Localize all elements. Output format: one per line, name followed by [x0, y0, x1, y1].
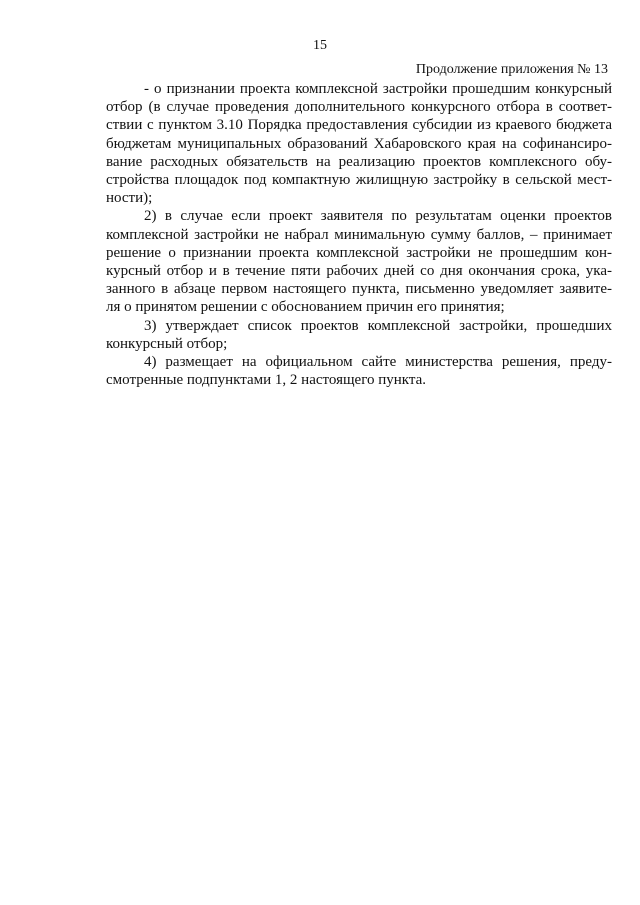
text-line: 4) размещает на официальном сайте министерства решения, преду-: [144, 354, 612, 371]
text-line: 3) утверждает список проектов комплексной застройки, прошедших: [144, 317, 612, 334]
text-line: - о признании проекта комплексной застройки прошедшим конкурсный: [144, 81, 612, 97]
text-line: решение о признании проекта комплексной застройки не прошедшим кон-: [106, 244, 612, 261]
text-line: смотренные подпунктами 1, 2 настоящего пункта.: [106, 372, 427, 389]
text-line: 2) в случае если проект заявителя по результатам оценки проектов: [144, 208, 612, 225]
text-line: ствии с пунктом 3.10 Порядка предоставления субсидии из краевого бюджета: [106, 117, 612, 134]
text-line: занного в абзаце первом настоящего пункта, письменно уведомляет заявите-: [106, 281, 612, 298]
page-number: 15: [313, 38, 327, 53]
paragraph-item-2: [106, 207, 612, 316]
text-line: ля о принятом решении с обоснованием причин его принятия;: [106, 299, 505, 316]
text-line: ности);: [106, 190, 153, 207]
paragraph-recognition: [106, 80, 612, 207]
text-line: вание расходных обязательств на реализацию проектов комплексного обу-: [106, 153, 612, 170]
running-header: Продолжение приложения № 13: [415, 62, 608, 77]
text-line: отбор (в случае проведения дополнительного конкурсного отбора в соответ-: [106, 99, 612, 116]
paragraph-item-3: [106, 317, 612, 353]
text-line: конкурсный отбор;: [106, 335, 228, 352]
text-line: комплексной застройки не набрал минимальную сумму баллов, – принимает: [106, 226, 612, 243]
text-line: курсный отбор и в течение пяти рабочих дней со дня окончания срока, ука-: [106, 263, 612, 280]
text-line: стройства площадок под компактную жилищную застройку в сельской мест-: [106, 172, 612, 189]
text-line: бюджетам муниципальных образований Хабаровского края на софинансиро-: [106, 135, 612, 152]
paragraph-item-4: [106, 353, 612, 389]
document-body: [106, 80, 612, 389]
